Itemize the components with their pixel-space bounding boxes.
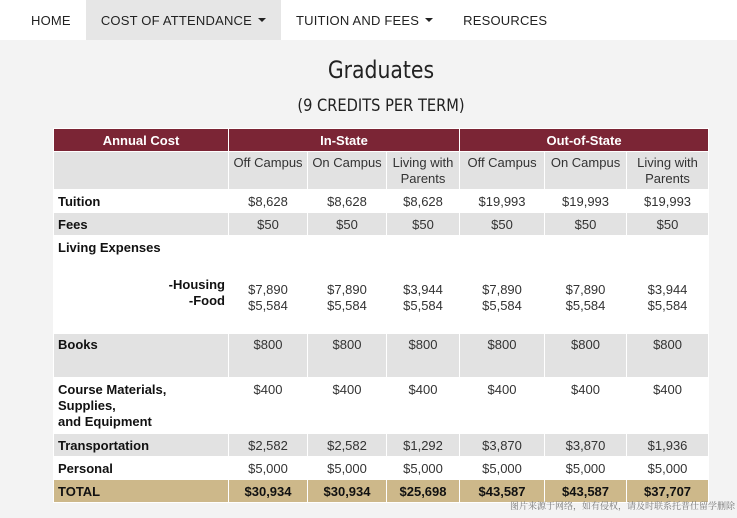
cell-value: $19,993 bbox=[460, 190, 545, 213]
cell-value: $400 bbox=[308, 378, 387, 434]
food-value: $5,584 bbox=[647, 298, 688, 313]
row-label-line: and Equipment bbox=[58, 414, 152, 429]
caret-down-icon bbox=[425, 18, 433, 22]
cell-living bbox=[460, 236, 545, 334]
cell-total: $30,934 bbox=[308, 480, 387, 503]
subheader-living-with-parents bbox=[627, 152, 709, 190]
row-label-total: TOTAL bbox=[54, 480, 229, 503]
header-annual-cost: Annual Cost bbox=[54, 129, 229, 152]
cell-value: $50 bbox=[387, 213, 460, 236]
cell-value: $1,936 bbox=[627, 434, 709, 457]
cell-total: $37,707 bbox=[627, 480, 709, 503]
cell-value: $400 bbox=[229, 378, 308, 434]
subheader-blank bbox=[54, 152, 229, 190]
cell-value: $5,000 bbox=[387, 457, 460, 480]
subheader-living-with-parents bbox=[387, 152, 460, 190]
table-row-course-materials bbox=[54, 378, 709, 434]
cell-total: $43,587 bbox=[460, 480, 545, 503]
caret-down-icon bbox=[258, 18, 266, 22]
row-label: Books bbox=[54, 334, 229, 378]
living-with-text: Living with bbox=[392, 155, 454, 170]
nav-resources[interactable] bbox=[448, 0, 562, 40]
cell-value: $5,000 bbox=[627, 457, 709, 480]
nav-cost-of-attendance[interactable] bbox=[86, 0, 281, 40]
nav-tuition-and-fees[interactable] bbox=[281, 0, 448, 40]
nav-cost-label: COST OF ATTENDANCE bbox=[100, 12, 253, 28]
parents-text: Parents bbox=[400, 171, 446, 186]
row-label: Fees bbox=[54, 213, 229, 236]
cell-value: $5,000 bbox=[545, 457, 627, 480]
cell-value: $800 bbox=[627, 334, 709, 378]
living-with-text: Living with bbox=[637, 155, 698, 170]
cell-value: $1,292 bbox=[387, 434, 460, 457]
subheader-off-campus: Off Campus bbox=[229, 152, 308, 190]
living-sublabels bbox=[58, 277, 228, 309]
cell-value: $50 bbox=[308, 213, 387, 236]
row-label-course bbox=[54, 378, 229, 434]
food-value: $5,584 bbox=[327, 298, 367, 313]
cell-value: $8,628 bbox=[308, 190, 387, 213]
cell-value: $800 bbox=[229, 334, 308, 378]
row-label-line: Supplies, bbox=[58, 398, 116, 413]
page-subtitle: (9 CREDITS PER TERM) bbox=[297, 96, 465, 116]
watermark-text: 图片来源于网络，如有侵权，请及时联系托普仕留学删除 bbox=[509, 502, 735, 512]
row-label-living bbox=[54, 236, 229, 334]
cell-value: $400 bbox=[545, 378, 627, 434]
subheader-on-campus: On Campus bbox=[308, 152, 387, 190]
cost-table bbox=[53, 128, 709, 503]
row-label: Personal bbox=[54, 457, 229, 480]
housing-value: $7,890 bbox=[482, 282, 522, 297]
cell-value: $19,993 bbox=[627, 190, 709, 213]
cell-value: $2,582 bbox=[308, 434, 387, 457]
cell-value: $800 bbox=[387, 334, 460, 378]
table-row-living-expenses bbox=[54, 236, 709, 334]
cell-value: $2,582 bbox=[229, 434, 308, 457]
cell-value: $3,870 bbox=[545, 434, 627, 457]
cell-total: $25,698 bbox=[387, 480, 460, 503]
food-value: $5,584 bbox=[482, 298, 522, 313]
housing-value: $3,944 bbox=[403, 282, 443, 297]
table-row-fees bbox=[54, 213, 709, 236]
cell-value: $400 bbox=[460, 378, 545, 434]
header-in-state: In-State bbox=[229, 129, 460, 152]
cell-value: $50 bbox=[229, 213, 308, 236]
housing-value: $3,944 bbox=[647, 282, 688, 297]
cell-value: $400 bbox=[627, 378, 709, 434]
cell-value: $800 bbox=[308, 334, 387, 378]
table-row-books bbox=[54, 334, 709, 378]
parents-text: Parents bbox=[645, 171, 690, 186]
cell-value: $5,000 bbox=[460, 457, 545, 480]
row-label: Living Expenses bbox=[58, 240, 161, 255]
food-label: -Food bbox=[188, 293, 225, 308]
table-row-transportation bbox=[54, 434, 709, 457]
table-row-tuition bbox=[54, 190, 709, 213]
cell-total: $30,934 bbox=[229, 480, 308, 503]
cell-value: $800 bbox=[460, 334, 545, 378]
cell-value: $8,628 bbox=[229, 190, 308, 213]
nav-home-label: HOME bbox=[31, 12, 71, 28]
top-nav bbox=[0, 0, 737, 40]
food-value: $5,584 bbox=[248, 298, 288, 313]
cell-value: $3,870 bbox=[460, 434, 545, 457]
cell-value: $400 bbox=[387, 378, 460, 434]
cell-value: $50 bbox=[627, 213, 709, 236]
cell-living bbox=[308, 236, 387, 334]
cell-value: $50 bbox=[545, 213, 627, 236]
cell-value: $19,993 bbox=[545, 190, 627, 213]
cell-total: $43,587 bbox=[545, 480, 627, 503]
cell-living bbox=[545, 236, 627, 334]
housing-value: $7,890 bbox=[565, 282, 606, 297]
subheader-on-campus: On Campus bbox=[545, 152, 627, 190]
cell-value: $5,000 bbox=[229, 457, 308, 480]
cell-value: $800 bbox=[545, 334, 627, 378]
food-value: $5,584 bbox=[403, 298, 443, 313]
food-value: $5,584 bbox=[565, 298, 606, 313]
housing-value: $7,890 bbox=[248, 282, 288, 297]
cell-living bbox=[387, 236, 460, 334]
header-out-of-state: Out-of-State bbox=[460, 129, 709, 152]
row-label: Tuition bbox=[54, 190, 229, 213]
housing-label: -Housing bbox=[168, 277, 225, 292]
row-label: Transportation bbox=[54, 434, 229, 457]
cell-living bbox=[229, 236, 308, 334]
cell-value: $50 bbox=[460, 213, 545, 236]
page-title: Graduates bbox=[327, 56, 435, 84]
cell-value: $8,628 bbox=[387, 190, 460, 213]
nav-home[interactable] bbox=[0, 0, 86, 40]
nav-resources-label: RESOURCES bbox=[463, 12, 548, 28]
cell-living bbox=[627, 236, 709, 334]
subheader-off-campus: Off Campus bbox=[460, 152, 545, 190]
row-label-line: Course Materials, bbox=[58, 382, 167, 397]
housing-value: $7,890 bbox=[327, 282, 367, 297]
nav-tuition-label: TUITION AND FEES bbox=[296, 12, 420, 28]
table-row-personal bbox=[54, 457, 709, 480]
cell-value: $5,000 bbox=[308, 457, 387, 480]
